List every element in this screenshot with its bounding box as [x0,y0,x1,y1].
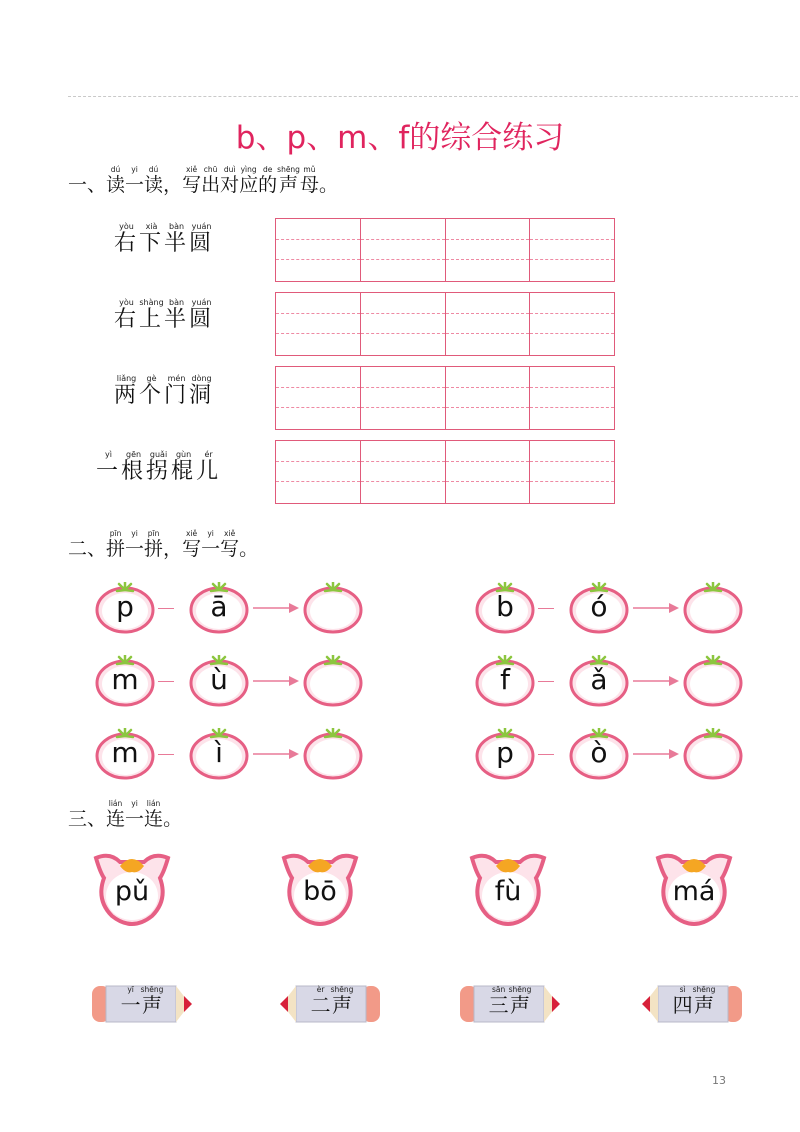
pinyin: chū [201,165,221,174]
syllable-fruit [569,582,629,634]
hanzi: 母 [299,174,319,196]
ruby-char [139,222,165,256]
hanzi: 个 [139,383,165,408]
grid-cell[interactable] [446,441,531,503]
tone-label [664,986,724,1018]
ruby-char [144,529,164,560]
hanzi: 拼 [106,538,126,560]
ruby-char [182,165,202,196]
syllable-flower[interactable] [466,848,550,932]
syllable-fruit [475,728,535,780]
pinyin: guǎi [146,450,172,459]
pinyin: yi [125,165,145,174]
pinyin: yi [125,529,145,538]
pinyin: duì [220,165,240,174]
hanzi: 一 [96,459,122,484]
tone-pencil[interactable] [634,982,744,1026]
hanzi: 一 [125,174,145,196]
tone-pencil[interactable] [272,982,382,1026]
fruit-icon [683,728,743,780]
section2-heading-text [106,529,259,560]
ruby-char [140,985,164,1017]
ruby-char [125,529,145,560]
pinyin: xiě [182,165,202,174]
ruby-char [201,165,221,196]
ruby-char [125,165,145,196]
hanzi: 读 [106,174,126,196]
ruby-char [144,799,164,830]
ruby-char [189,374,215,408]
ruby-char [319,174,338,196]
pinyin: sān [488,985,509,994]
grid-cell[interactable] [530,293,614,355]
ruby-char [121,450,147,484]
syllable-fruit [189,728,249,780]
hanzi: 声 [140,993,164,1017]
ruby-char [139,374,165,408]
grid-cell[interactable] [361,367,446,429]
ruby-char [144,165,164,196]
syllable-fruit [95,582,155,634]
pinyin: mǔ [299,165,319,174]
pinyin: dú [144,165,164,174]
ruby-char [106,165,126,196]
grid-cell[interactable] [446,219,531,281]
grid-cell[interactable] [361,293,446,355]
pinyin: ér [196,450,222,459]
ruby-char [164,298,190,332]
tone-pencil[interactable] [458,982,568,1026]
hanzi: 连 [106,808,126,830]
pinyin: de [258,165,278,174]
hanzi: 四 [672,993,693,1017]
hanzi: 根 [121,459,147,484]
pinyin: dòng [189,374,215,383]
ruby-char [239,538,258,560]
ruby-char [114,374,140,408]
writing-grid-4[interactable] [275,440,615,504]
pinyin: pīn [144,529,164,538]
hanzi: 。 [318,174,338,196]
ruby-char [201,529,221,560]
ruby-char [672,985,693,1017]
ruby-char [189,298,215,332]
pinyin: xiě [182,529,202,538]
pinyin: shàng [139,298,165,307]
ruby-char [171,450,197,484]
ruby-char [114,222,140,256]
connector-line [538,754,554,755]
pinyin: shēng [508,985,532,994]
pinyin: sì [672,985,693,994]
grid-cell[interactable] [276,219,361,281]
hanzi: 写 [182,174,202,196]
fruit-letter: ó [590,590,608,623]
hanzi: 棍 [171,459,197,484]
section1-number: 一、 [68,174,107,196]
grid-cell[interactable] [361,219,446,281]
phrase-3 [114,374,214,409]
grid-cell[interactable] [276,367,361,429]
fruit-letter: m [111,663,139,696]
section1-heading-text [106,165,338,196]
ruby-char [114,298,140,332]
grid-cell[interactable] [530,367,614,429]
pinyin: yi [201,529,221,538]
ruby-char [106,799,126,830]
pinyin: yòu [114,222,140,231]
page-number: 13 [712,1074,726,1087]
hanzi: 出 [201,174,221,196]
grid-cell[interactable] [446,367,531,429]
hanzi: 半 [164,231,190,256]
fruit-letter: p [496,736,514,769]
grid-cell[interactable] [276,293,361,355]
ruby-char [258,165,278,196]
hanzi: ， [163,538,183,560]
ruby-char [189,222,215,256]
hanzi: 拼 [144,538,164,560]
ruby-char [488,985,509,1017]
pinyin: yī [120,985,141,994]
answer-fruit[interactable] [683,582,743,634]
hanzi: 声 [508,993,532,1017]
hanzi: 二 [310,993,331,1017]
ruby-char [692,985,716,1017]
pinyin: dú [106,165,126,174]
hanzi: 。 [239,538,259,560]
pinyin: shēng [692,985,716,994]
writing-grid-2[interactable] [275,292,615,356]
hanzi: 圆 [189,231,215,256]
pinyin: gùn [171,450,197,459]
connector-line [158,754,174,755]
hanzi: 右 [114,231,140,256]
ruby-char [220,165,240,196]
syllable-fruit [95,728,155,780]
ruby-char [330,985,354,1017]
hanzi: 声 [330,993,354,1017]
connector-line [158,608,174,609]
hanzi: 右 [114,307,140,332]
section2-heading [68,530,258,561]
hanzi: 的 [258,174,278,196]
grid-cell[interactable] [530,219,614,281]
ruby-char [96,450,122,484]
syllable-text: pǔ [114,876,150,907]
hanzi: 两 [114,383,140,408]
ruby-char [164,222,190,256]
hanzi: 三 [488,993,509,1017]
syllable-fruit [569,655,629,707]
ruby-char [163,174,182,196]
hanzi: 一 [125,808,145,830]
tone-label [480,986,540,1018]
hanzi: 儿 [196,459,222,484]
fruit-letter: m [111,736,139,769]
pinyin: yìng [239,165,259,174]
pinyin: shēng [277,165,300,174]
pinyin: yi [125,799,145,808]
grid-cell[interactable] [530,441,614,503]
answer-fruit[interactable] [303,582,363,634]
hanzi: 声 [277,174,300,196]
pinyin: lián [144,799,164,808]
ruby-char [299,165,319,196]
fruit-letter: ò [590,736,608,769]
section3-heading [68,800,182,831]
pinyin: shēng [330,985,354,994]
fruit-letter: ā [210,590,228,623]
hanzi: 对 [220,174,240,196]
hanzi: 连 [144,808,164,830]
top-divider [68,96,798,97]
syllable-text: má [672,876,716,907]
section3-number: 三、 [68,808,107,830]
ruby-char [163,808,182,830]
fruit-icon [303,655,363,707]
fruit-letter: b [496,590,514,623]
fruit-letter: ǎ [590,663,608,696]
arrow-right-icon [253,602,301,614]
fruit-letter: ì [215,736,223,769]
ruby-char [146,450,172,484]
fruit-letter: p [116,590,134,623]
pinyin: yì [96,450,121,459]
pinyin: bàn [164,222,190,231]
pinyin: èr [310,985,331,994]
hanzi: 一 [120,993,141,1017]
syllable-text: fù [494,876,522,907]
page-title: b、p、m、f的综合练习 [235,120,565,156]
arrow-right-icon [633,675,681,687]
syllable-fruit [189,655,249,707]
hanzi: 写 [182,538,202,560]
pinyin: gēn [121,450,147,459]
ruby-char [125,799,145,830]
pinyin: pīn [106,529,126,538]
syllable-flower[interactable] [652,848,736,932]
grid-cell[interactable] [446,293,531,355]
section1-heading [68,166,338,197]
phrase-4 [96,450,221,485]
ruby-char [310,985,331,1017]
arrow-right-icon [633,748,681,760]
arrow-right-icon [253,748,301,760]
arrow-right-icon [253,675,301,687]
pinyin: xiě [220,529,240,538]
writing-grid-1[interactable] [275,218,615,282]
fruit-letter: ù [210,663,228,696]
hanzi: 。 [163,808,183,830]
pinyin: shēng [140,985,164,994]
pinyin: mén [164,374,190,383]
hanzi: 声 [692,993,716,1017]
tone-pencil[interactable] [90,982,200,1026]
ruby-char [120,985,141,1017]
pinyin: lián [106,799,126,808]
section2-number: 二、 [68,538,107,560]
ruby-char [182,529,202,560]
fruit-icon [303,728,363,780]
pinyin: yuán [189,222,215,231]
pinyin: liǎng [114,374,139,383]
grid-cell[interactable] [361,441,446,503]
hanzi: 半 [164,307,190,332]
hanzi: 应 [239,174,259,196]
syllable-fruit [189,582,249,634]
pinyin: gè [139,374,165,383]
phrase-1 [114,222,214,257]
answer-fruit[interactable] [303,728,363,780]
ruby-char [164,374,190,408]
fruit-icon [683,582,743,634]
connector-line [538,681,554,682]
hanzi: 洞 [189,383,215,408]
fruit-icon [683,655,743,707]
hanzi: 上 [139,307,165,332]
ruby-char [239,165,259,196]
grid-cell[interactable] [276,441,361,503]
pinyin: bàn [164,298,190,307]
ruby-char [196,450,222,484]
arrow-right-icon [633,602,681,614]
ruby-char [220,529,240,560]
hanzi: 拐 [146,459,172,484]
ruby-char [139,298,165,332]
answer-fruit[interactable] [683,728,743,780]
hanzi: 写 [220,538,240,560]
fruit-letter: f [500,663,510,696]
hanzi: 门 [164,383,190,408]
syllable-fruit [475,582,535,634]
tone-label [112,986,172,1018]
hanzi: 下 [139,231,165,256]
syllable-text: bō [303,876,337,907]
fruit-icon [303,582,363,634]
hanzi: 一 [201,538,221,560]
pinyin: yuán [189,298,215,307]
phrase-2 [114,298,214,333]
answer-fruit[interactable] [303,655,363,707]
ruby-char [163,538,182,560]
connector-line [158,681,174,682]
section3-heading-text [106,799,183,830]
ruby-char [106,529,126,560]
syllable-fruit [569,728,629,780]
hanzi: 圆 [189,307,215,332]
tone-label [302,986,362,1018]
answer-fruit[interactable] [683,655,743,707]
ruby-char [508,985,532,1017]
syllable-fruit [95,655,155,707]
pinyin: yòu [114,298,140,307]
syllable-flower[interactable] [90,848,174,932]
connector-line [538,608,554,609]
pinyin: xià [139,222,165,231]
syllable-fruit [475,655,535,707]
hanzi: ， [163,174,183,196]
hanzi: 一 [125,538,145,560]
ruby-char [277,165,300,196]
hanzi: 读 [144,174,164,196]
syllable-flower[interactable] [278,848,362,932]
writing-grid-3[interactable] [275,366,615,430]
